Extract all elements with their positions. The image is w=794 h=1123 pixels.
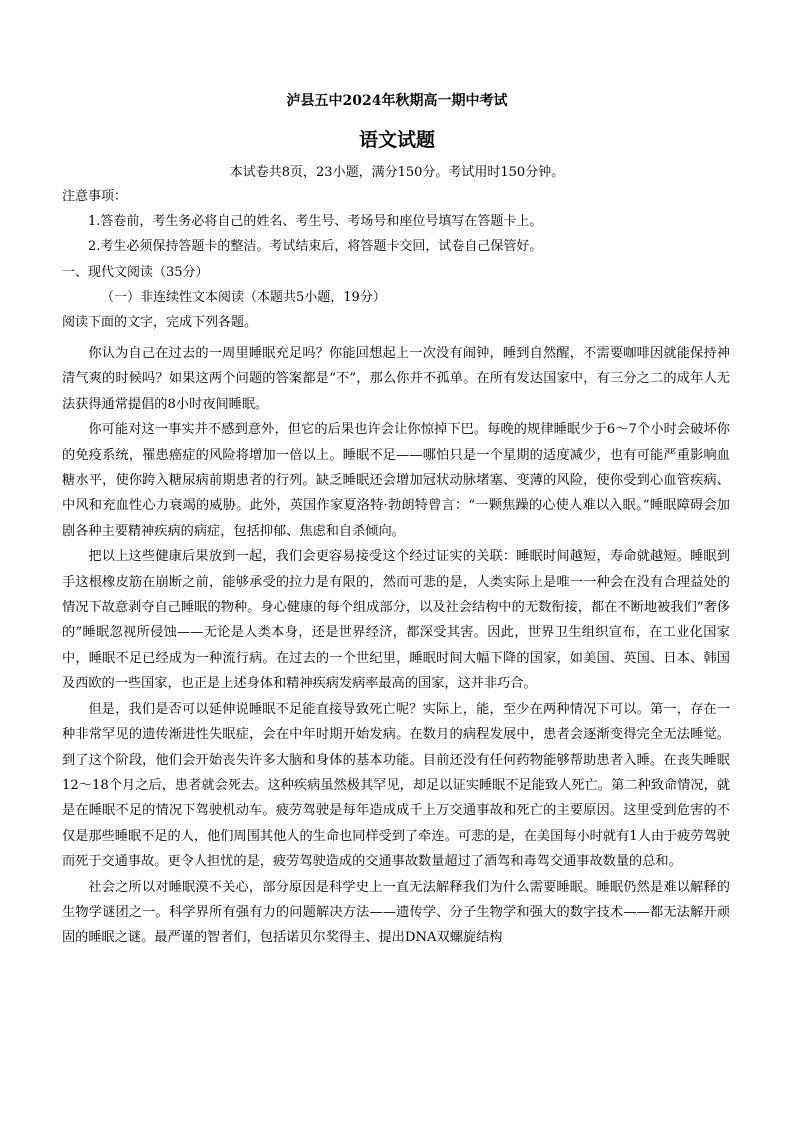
passage-paragraph-3: 把以上这些健康后果放到一起，我们会更容易接受这个经过证实的关联：睡眠时间越短，寿命就越短。睡眠到手这根橡皮筋在崩断之前，能够承受的拉力是有限的，然而可悲的是，人类实际上是唯一一种会在没有合理益处的情况下故意剥夺自己睡眠的物种。身心健康的每个组成部分，以及社会结构中的无数衔接，都在不断地被我们“奢侈的”睡眠忽视所侵蚀——无论是人类本身，还是世界经济，都深受其害。因此，世界卫生组织宣布，在工业化国家中，睡眠不足已经成为一种流行病。在过去的一个世纪里，睡眠时间大幅下降的国家，如美国、英国、日本、韩国及西欧的一些国家，也正是上述身体和精神疾病发病率最高的国家，这并非巧合。 [62,549,730,692]
exam-title: 泸县五中2024年秋期高一期中考试 [286,93,508,109]
passage-paragraph-1: 你认为自己在过去的一周里睡眠充足吗？你能回想起上一次没有闹钟，睡到自然醒，不需要咖啡因就能保持神清气爽的时候吗？如果这两个问题的答案都是“不”，那么你并不孤单。在所有发达国家中，有三分之二的成年人无法获得通常提倡的8小时夜间睡眠。 [62,346,730,412]
passage-paragraph-2: 你可能对这一事实并不感到意外，但它的后果也许会让你惊掉下巴。每晚的规律睡眠少于6～7个小时会破坏你的免疫系统，罹患癌症的风险将增加一倍以上。睡眠不足——哪怕只是一个星期的适度减少，也有可能严重影响血糖水平，使你跨入糖尿病前期患者的行列。缺乏睡眠还会增加冠状动脉堵塞、变薄的风险，使你受到心血管疾病、中风和充血性心力衰竭的威胁。此外，英国作家夏洛特·勃朗特曾言：“一颗焦躁的心使人难以入眠。”睡眠障碍会加剧各种主要精神疾病的病症，包括抑郁、焦虑和自杀倾向。 [62,422,730,539]
note-item-1: 1.答卷前，考生务必将自己的姓名、考生号、考场号和座位号填写在答题卡上。 [88,214,543,229]
passage-paragraph-4: 但是，我们是否可以延伸说睡眠不足能直接导致死亡呢？实际上，能，至少在两种情况下可以。第一，存在一种非常罕见的遗传渐进性失眠症，会在中年时期开始发病。在数月的病程发展中，患者会逐渐变得完全无法睡觉。到了这个阶段，他们会开始丧失许多大脑和身体的基本功能。目前还没有任何药物能够帮助患者入睡。在丧失睡眠12～18个月之后，患者就会死去。这种疾病虽然极其罕见，却足以证实睡眠不足能致人死亡。第二种致命情况，就是在睡眠不足的情况下驾驶机动车。疲劳驾驶是每年造成成千上万交通事故和死亡的主要原因。这里受到危害的不仅是那些睡眠不足的人，他们周围其他人的生命也同样受到了牵连。可悲的是，在美国每小时就有1人由于疲劳驾驶而死于交通事故。更令人担忧的是，疲劳驾驶造成的交通事故数量超过了酒驾和毒驾交通事故数量的总和。 [62,701,730,870]
exam-info: 本试卷共8页，23小题，满分150分。考试用时150分钟。 [229,165,565,180]
section-heading: 一、现代文阅读（35分） [62,265,209,280]
subject-title: 语文试题 [358,129,435,151]
note-item-2: 2.考生必须保持答题卡的整洁。考试结束后，将答题卡交回，试卷自己保管好。 [88,239,543,254]
passage-paragraph-5: 社会之所以对睡眠漠不关心，部分原因是科学史上一直无法解释我们为什么需要睡眠。睡眠仍然是难以解释的生物学谜团之一。科学界所有强有力的问题解决方法——遗传学、分子生物学和强大的数字技术——都无法解开顽固的睡眠之谜。最严谨的智者们，包括诺贝尔奖得主、提出DNA双螺旋结构 [62,879,730,946]
reading-passage [62,341,730,951]
notes-heading: 注意事项： [62,189,128,204]
subsection-heading: （一）非连续性文本阅读（本题共5小题，19分） [101,290,386,305]
reading-instruction: 阅读下面的文字，完成下列各题。 [62,315,258,330]
